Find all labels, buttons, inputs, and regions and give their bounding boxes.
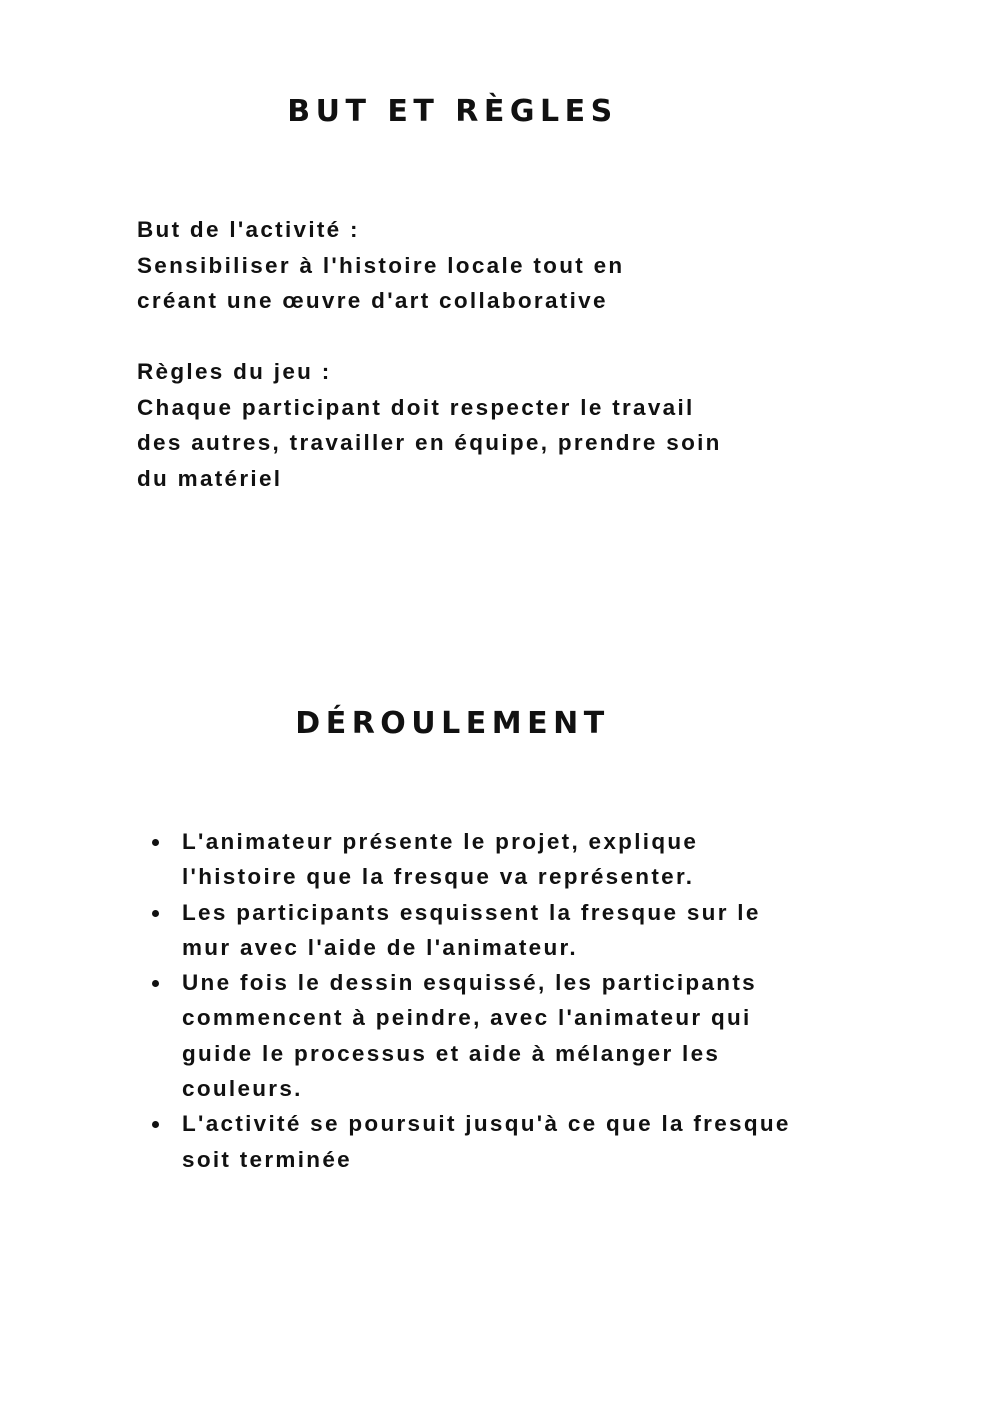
bullet-icon xyxy=(152,980,159,987)
bullet-icon xyxy=(152,910,159,917)
steps-list xyxy=(152,824,852,1177)
rules-text: Chaque participant doit respecter le travail des autres, travailler en équipe, prendre soin du matériel xyxy=(137,394,722,491)
list-item xyxy=(152,1106,802,1177)
goal-text: Sensibiliser à l'histoire locale tout en créant une œuvre d'art collaborative xyxy=(137,252,625,313)
step-text: Une fois le dessin esquissé, les participants commencent à peindre, avec l'animateur qui guide le processus et aide à mélanger les couleurs. xyxy=(182,970,757,1102)
section-title-but-et-regles: BUT ET RÈGLES xyxy=(287,94,618,129)
step-text: L'activité se poursuit jusqu'à ce que la fresque soit terminée xyxy=(182,1111,791,1172)
rules-label: Règles du jeu : xyxy=(137,359,332,384)
bullet-icon xyxy=(152,1121,159,1128)
step-text: L'animateur présente le projet, explique l'histoire que la fresque va représenter. xyxy=(182,829,699,890)
list-item xyxy=(152,895,782,966)
rules-block xyxy=(137,354,857,496)
section-title-deroulement: DÉROULEMENT xyxy=(295,706,610,741)
bullet-icon xyxy=(152,839,159,846)
list-item xyxy=(152,965,757,1106)
goal-block xyxy=(137,212,857,319)
step-text: Les participants esquissent la fresque sur le mur avec l'aide de l'animateur. xyxy=(182,899,761,960)
goal-label: But de l'activité : xyxy=(137,217,360,242)
list-item xyxy=(152,824,742,895)
